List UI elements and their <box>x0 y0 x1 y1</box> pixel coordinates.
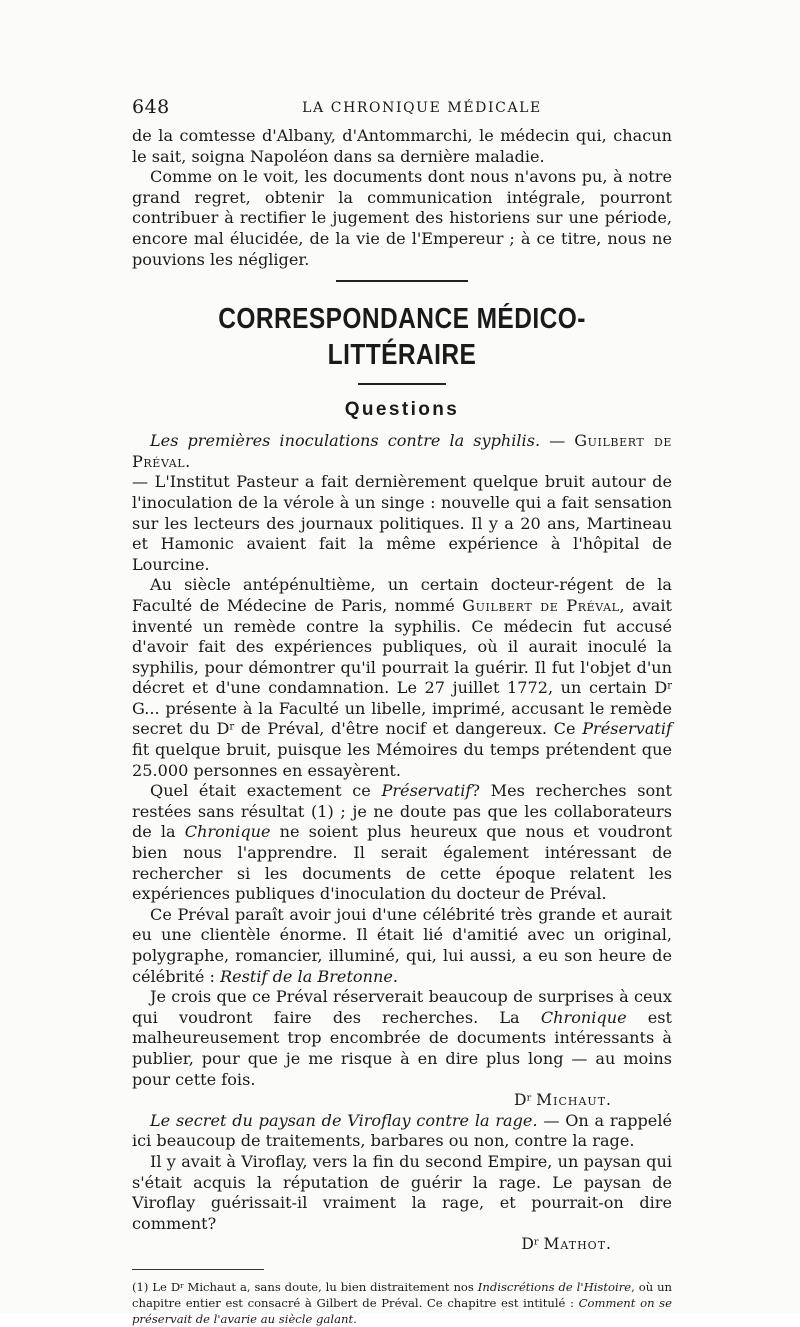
italic-term: Préservatif <box>582 719 672 739</box>
italic-term: Comment on se préservait de l'avarie au siècle galant. <box>132 1295 672 1326</box>
q2-paragraph-1 <box>132 1111 672 1152</box>
section-rule-bottom <box>358 383 446 385</box>
text-run: G... présente à la Faculté un libelle, imprimé, accusant le remède secret du D <box>132 698 672 739</box>
q1-title: Les premières inoculations contre la syphilis. <box>150 431 541 451</box>
q2-paragraph-2: Il y avait à Viroflay, vers la fin du second Empire, un paysan qui s'était acquis la réputation de guérir la rage. Le paysan de Viroflay guérissait-il vraiment la rage, et pourrait-on dire comment? <box>132 1151 672 1233</box>
text-run: — On a rappelé ici beaucoup de traitements, barbares ou non, contre la rage. <box>132 1110 672 1151</box>
q1-paragraph-1: — L'Institut Pasteur a fait dernièrement quelque bruit autour de l'inoculation de la vérole à un singe : nouvelle qui a fait sensation sur les lecteurs des journaux politiques. Il y a 20 ans, Martineau et Hamonic avaient fait la même expérience à l'hôpital de Lourcine. <box>132 472 672 574</box>
text-run: D <box>521 1235 534 1254</box>
q1-separator: — <box>540 431 575 451</box>
intro-paragraph-2: Comme on le voit, les documents dont nous n'avons pu, à notre grand regret, obtenir la communication intégrale, pourront contribuer à rectifier le jugement des historiens sur une période, encore mal élucidée, de la vie de l'Empereur ; à ce titre, nous ne pouvions les négliger. <box>132 167 672 269</box>
superscript: r <box>526 1092 532 1104</box>
q1-paragraph-3 <box>132 781 672 905</box>
text-run: de Préval, d'être nocif et dangereux. Ce <box>234 719 576 739</box>
text-run: Michaut a, sans doute, lu bien distraitement nos <box>183 1279 474 1294</box>
q1-heading <box>132 431 672 472</box>
running-head <box>132 96 672 126</box>
text-run: , avait inventé un remède contre la syphilis. Ce médecin fut accusé d'avoir fait des expériences publiques, où il aurait inoculé la syphilis, pour démontrer qu'il pourrait la guérir. Il fut l'objet d'un décret et d'une condamnation. Le 27 juillet 1772, un certain D <box>132 595 672 698</box>
journal-title: LA CHRONIQUE MÉDICALE <box>302 100 542 116</box>
text-column <box>132 96 672 1327</box>
q2-title: Le secret du paysan de Viroflay contre la rage. <box>150 1110 538 1130</box>
italic-term: Chronique <box>540 1007 627 1027</box>
page-number: 648 <box>132 96 170 118</box>
text-run: Au siècle antépénultième, un certain docteur-régent de la Faculté de Médecine de Paris, nommé <box>132 575 672 615</box>
footnote-rule <box>132 1269 264 1270</box>
text-run: , où un chapitre entier est consacré à Gilbert de Préval. Ce chapitre est intitulé : <box>132 1279 673 1310</box>
superscript: r <box>667 680 672 692</box>
q1-signature <box>132 1090 672 1111</box>
section-subtitle: Questions <box>344 399 460 421</box>
text-run: ne soient plus heureux que nous et voudront bien nous l'apprendre. Il serait également intéressant de rechercher si les documents de cette époque relatent les expériences publiques d'inoculation du docteur de Préval. <box>132 822 673 904</box>
italic-term: Indiscrétions de l'Histoire <box>477 1279 632 1294</box>
signature-name: Michaut. <box>536 1091 612 1110</box>
superscript: r <box>533 1236 539 1248</box>
footnote <box>132 1280 672 1327</box>
section-rule-top <box>336 280 468 282</box>
text-run: est malheureusement trop encombrée de documents intéressants à publier, pour que je me risque à en dire plus long — au moins pour cette fois. <box>132 1007 673 1089</box>
text-run: Ce Préval paraît avoir joui d'une célébrité très grande et aurait eu une clientèle énorme. Il était lié d'amitié avec un original, polygraphe, romancier, illuminé, qui, lui aussi, a eu son heure de célébrité : <box>132 904 672 986</box>
superscript: r <box>180 1280 184 1290</box>
text-run: fit quelque bruit, puisque les Mémoires du temps prétendent que 25.000 personnes en essayèrent. <box>132 740 672 780</box>
text-run: (1) Le D <box>132 1279 181 1294</box>
section-title: CORRESPONDANCE MÉDICO-LITTÉRAIRE <box>218 303 586 372</box>
text-run: Je crois que ce Préval réserverait beaucoup de surprises à ceux qui voudront faire des recherches. La <box>132 987 672 1027</box>
italic-term: Préservatif <box>381 781 472 801</box>
italic-term: Restif de la Bretonne. <box>220 966 398 986</box>
signature-name: Mathot. <box>543 1235 612 1254</box>
intro-paragraph-1: de la comtesse d'Albany, d'Antommarchi, le médecin qui, chacun le sait, soigna Napoléon dans sa dernière maladie. <box>132 126 672 166</box>
italic-term: Chronique <box>184 822 271 842</box>
q1-author: Guilbert de Préval. <box>132 431 673 471</box>
q1-paragraph-4 <box>132 905 672 987</box>
q1-paragraph-2 <box>132 575 672 781</box>
person-name: Guilbert de Préval <box>462 595 620 615</box>
text-run: ? Mes recherches sont restées sans résultat (1) ; je ne doute pas que les collaborateurs de la <box>132 781 673 842</box>
q2-signature <box>132 1234 672 1255</box>
superscript: r <box>229 721 235 733</box>
text-run: D <box>514 1091 527 1110</box>
q1-paragraph-5 <box>132 987 672 1090</box>
text-run: Quel était exactement ce <box>150 781 371 801</box>
